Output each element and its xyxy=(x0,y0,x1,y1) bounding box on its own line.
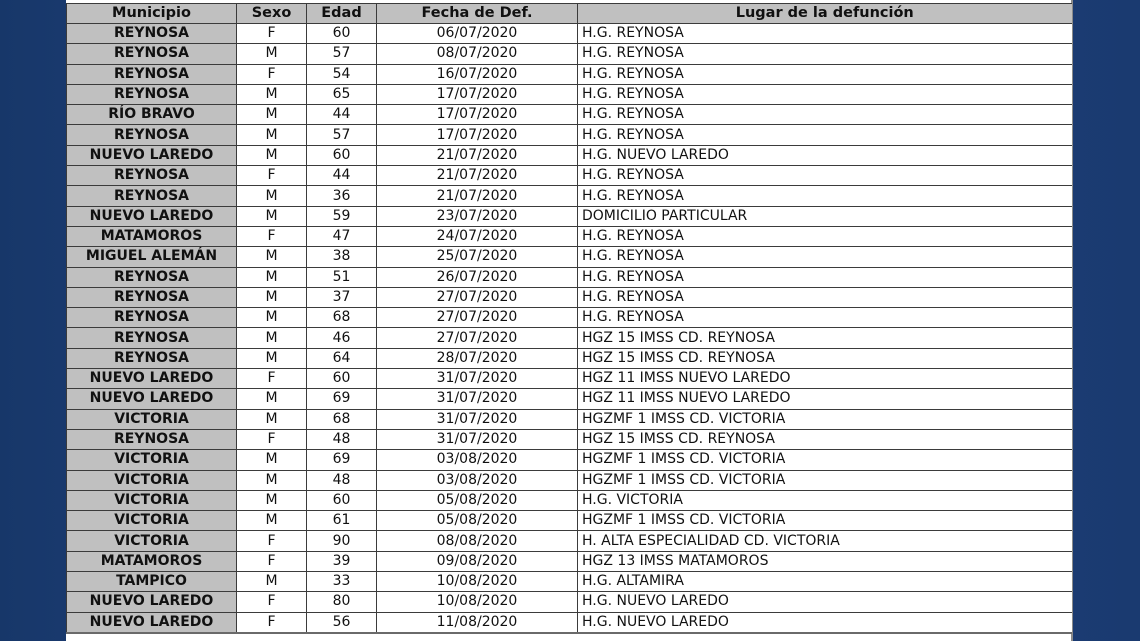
municipio-cell: REYNOSA xyxy=(67,287,237,307)
lugar-cell: H.G. REYNOSA xyxy=(578,125,1072,145)
sexo-cell: F xyxy=(237,24,307,44)
fecha-cell: 23/07/2020 xyxy=(377,206,578,226)
sexo-cell: M xyxy=(237,409,307,429)
table-row xyxy=(67,287,1072,307)
lugar-cell: HGZMF 1 IMSS CD. VICTORIA xyxy=(578,409,1072,429)
edad-cell: 51 xyxy=(307,267,377,287)
fecha-cell: 03/08/2020 xyxy=(377,450,578,470)
municipio-cell: NUEVO LAREDO xyxy=(67,612,237,633)
sexo-cell: M xyxy=(237,511,307,531)
fecha-cell: 17/07/2020 xyxy=(377,84,578,104)
sexo-cell: M xyxy=(237,206,307,226)
municipio-cell: REYNOSA xyxy=(67,267,237,287)
edad-cell: 60 xyxy=(307,24,377,44)
municipio-cell: NUEVO LAREDO xyxy=(67,369,237,389)
table-row xyxy=(67,490,1072,510)
sexo-cell: F xyxy=(237,429,307,449)
sexo-cell: M xyxy=(237,247,307,267)
municipio-cell: REYNOSA xyxy=(67,328,237,348)
lugar-cell: H.G. NUEVO LAREDO xyxy=(578,592,1072,612)
table-row xyxy=(67,247,1072,267)
sexo-cell: F xyxy=(237,531,307,551)
fecha-cell: 21/07/2020 xyxy=(377,186,578,206)
municipio-cell: VICTORIA xyxy=(67,470,237,490)
edad-cell: 69 xyxy=(307,389,377,409)
municipio-cell: NUEVO LAREDO xyxy=(67,145,237,165)
table-row xyxy=(67,186,1072,206)
lugar-cell: HGZ 15 IMSS CD. REYNOSA xyxy=(578,429,1072,449)
edad-cell: 57 xyxy=(307,44,377,64)
sexo-cell: M xyxy=(237,145,307,165)
edad-cell: 38 xyxy=(307,247,377,267)
table-row xyxy=(67,145,1072,165)
municipio-cell: NUEVO LAREDO xyxy=(67,592,237,612)
lugar-cell: H.G. REYNOSA xyxy=(578,226,1072,246)
fecha-cell: 08/08/2020 xyxy=(377,531,578,551)
edad-cell: 54 xyxy=(307,64,377,84)
fecha-cell: 10/08/2020 xyxy=(377,572,578,592)
fecha-cell: 17/07/2020 xyxy=(377,125,578,145)
fecha-cell: 03/08/2020 xyxy=(377,470,578,490)
edad-cell: 39 xyxy=(307,551,377,571)
lugar-cell: H.G. REYNOSA xyxy=(578,287,1072,307)
municipio-cell: REYNOSA xyxy=(67,429,237,449)
sexo-cell: M xyxy=(237,348,307,368)
fecha-cell: 17/07/2020 xyxy=(377,105,578,125)
sexo-cell: M xyxy=(237,186,307,206)
table-row xyxy=(67,125,1072,145)
column-header-lugar: Lugar de la defunción xyxy=(578,4,1072,24)
lugar-cell: H.G. REYNOSA xyxy=(578,186,1072,206)
edad-cell: 57 xyxy=(307,125,377,145)
sexo-cell: M xyxy=(237,267,307,287)
sexo-cell: M xyxy=(237,125,307,145)
column-header-fecha: Fecha de Def. xyxy=(377,4,578,24)
sexo-cell: F xyxy=(237,166,307,186)
table-row xyxy=(67,206,1072,226)
fecha-cell: 31/07/2020 xyxy=(377,429,578,449)
edad-cell: 64 xyxy=(307,348,377,368)
table-row xyxy=(67,84,1072,104)
municipio-cell: NUEVO LAREDO xyxy=(67,206,237,226)
fecha-cell: 05/08/2020 xyxy=(377,490,578,510)
municipio-cell: MATAMOROS xyxy=(67,226,237,246)
column-header-sexo: Sexo xyxy=(237,4,307,24)
municipio-cell: VICTORIA xyxy=(67,450,237,470)
edad-cell: 90 xyxy=(307,531,377,551)
table-row xyxy=(67,267,1072,287)
sexo-cell: M xyxy=(237,572,307,592)
column-header-edad: Edad xyxy=(307,4,377,24)
lugar-cell: H.G. REYNOSA xyxy=(578,44,1072,64)
sexo-cell: M xyxy=(237,389,307,409)
lugar-cell: H.G. REYNOSA xyxy=(578,166,1072,186)
table-row xyxy=(67,531,1072,551)
edad-cell: 61 xyxy=(307,511,377,531)
edad-cell: 44 xyxy=(307,166,377,186)
sexo-cell: M xyxy=(237,450,307,470)
lugar-cell: DOMICILIO PARTICULAR xyxy=(578,206,1072,226)
lugar-cell: HGZ 13 IMSS MATAMOROS xyxy=(578,551,1072,571)
edad-cell: 48 xyxy=(307,429,377,449)
edad-cell: 80 xyxy=(307,592,377,612)
fecha-cell: 16/07/2020 xyxy=(377,64,578,84)
lugar-cell: H.G. NUEVO LAREDO xyxy=(578,612,1072,633)
lugar-cell: HGZ 11 IMSS NUEVO LAREDO xyxy=(578,369,1072,389)
lugar-cell: HGZMF 1 IMSS CD. VICTORIA xyxy=(578,511,1072,531)
fecha-cell: 09/08/2020 xyxy=(377,551,578,571)
sexo-cell: M xyxy=(237,287,307,307)
fecha-cell: 21/07/2020 xyxy=(377,166,578,186)
municipio-cell: MATAMOROS xyxy=(67,551,237,571)
fecha-cell: 11/08/2020 xyxy=(377,612,578,633)
edad-cell: 48 xyxy=(307,470,377,490)
table-row xyxy=(67,64,1072,84)
table-row xyxy=(67,572,1072,592)
fecha-cell: 31/07/2020 xyxy=(377,409,578,429)
lugar-cell: H.G. REYNOSA xyxy=(578,84,1072,104)
sexo-cell: M xyxy=(237,84,307,104)
municipio-cell: VICTORIA xyxy=(67,511,237,531)
municipio-cell: RÍO BRAVO xyxy=(67,105,237,125)
edad-cell: 47 xyxy=(307,226,377,246)
lugar-cell: H.G. REYNOSA xyxy=(578,64,1072,84)
sexo-cell: M xyxy=(237,328,307,348)
lugar-cell: H.G. REYNOSA xyxy=(578,267,1072,287)
lugar-cell: H.G. VICTORIA xyxy=(578,490,1072,510)
municipio-cell: TAMPICO xyxy=(67,572,237,592)
municipio-cell: REYNOSA xyxy=(67,186,237,206)
lugar-cell: H.G. REYNOSA xyxy=(578,105,1072,125)
table-row xyxy=(67,166,1072,186)
edad-cell: 44 xyxy=(307,105,377,125)
municipio-cell: REYNOSA xyxy=(67,166,237,186)
table-row xyxy=(67,450,1072,470)
municipio-cell: VICTORIA xyxy=(67,490,237,510)
municipio-cell: REYNOSA xyxy=(67,125,237,145)
sexo-cell: F xyxy=(237,612,307,633)
fecha-cell: 28/07/2020 xyxy=(377,348,578,368)
municipio-cell: REYNOSA xyxy=(67,24,237,44)
table-row xyxy=(67,409,1072,429)
edad-cell: 33 xyxy=(307,572,377,592)
table-row xyxy=(67,308,1072,328)
lugar-cell: H.G. ALTAMIRA xyxy=(578,572,1072,592)
table-row xyxy=(67,369,1072,389)
table-row xyxy=(67,592,1072,612)
fecha-cell: 27/07/2020 xyxy=(377,287,578,307)
sexo-cell: M xyxy=(237,44,307,64)
municipio-cell: NUEVO LAREDO xyxy=(67,389,237,409)
lugar-cell: H.G. REYNOSA xyxy=(578,308,1072,328)
sexo-cell: F xyxy=(237,369,307,389)
fecha-cell: 31/07/2020 xyxy=(377,389,578,409)
table-row xyxy=(67,44,1072,64)
fecha-cell: 26/07/2020 xyxy=(377,267,578,287)
deaths-table xyxy=(66,3,1072,634)
sexo-cell: F xyxy=(237,551,307,571)
table-row xyxy=(67,348,1072,368)
lugar-cell: HGZ 15 IMSS CD. REYNOSA xyxy=(578,328,1072,348)
fecha-cell: 27/07/2020 xyxy=(377,328,578,348)
sexo-cell: M xyxy=(237,105,307,125)
edad-cell: 60 xyxy=(307,145,377,165)
table-row xyxy=(67,612,1072,633)
fecha-cell: 27/07/2020 xyxy=(377,308,578,328)
sexo-cell: M xyxy=(237,490,307,510)
edad-cell: 68 xyxy=(307,308,377,328)
table-header-row xyxy=(67,4,1072,24)
table-row xyxy=(67,389,1072,409)
edad-cell: 60 xyxy=(307,490,377,510)
lugar-cell: HGZ 15 IMSS CD. REYNOSA xyxy=(578,348,1072,368)
fecha-cell: 10/08/2020 xyxy=(377,592,578,612)
municipio-cell: MIGUEL ALEMÁN xyxy=(67,247,237,267)
edad-cell: 37 xyxy=(307,287,377,307)
table-row xyxy=(67,105,1072,125)
table-row xyxy=(67,226,1072,246)
table-row xyxy=(67,551,1072,571)
fecha-cell: 24/07/2020 xyxy=(377,226,578,246)
lugar-cell: HGZMF 1 IMSS CD. VICTORIA xyxy=(578,470,1072,490)
edad-cell: 68 xyxy=(307,409,377,429)
fecha-cell: 21/07/2020 xyxy=(377,145,578,165)
municipio-cell: REYNOSA xyxy=(67,84,237,104)
column-header-municipio: Municipio xyxy=(67,4,237,24)
sexo-cell: M xyxy=(237,308,307,328)
municipio-cell: REYNOSA xyxy=(67,308,237,328)
table-row xyxy=(67,24,1072,44)
lugar-cell: H. ALTA ESPECIALIDAD CD. VICTORIA xyxy=(578,531,1072,551)
edad-cell: 60 xyxy=(307,369,377,389)
edad-cell: 46 xyxy=(307,328,377,348)
table-body xyxy=(67,24,1072,633)
municipio-cell: REYNOSA xyxy=(67,44,237,64)
lugar-cell: H.G. NUEVO LAREDO xyxy=(578,145,1072,165)
municipio-cell: REYNOSA xyxy=(67,64,237,84)
table-row xyxy=(67,328,1072,348)
municipio-cell: VICTORIA xyxy=(67,409,237,429)
fecha-cell: 31/07/2020 xyxy=(377,369,578,389)
edad-cell: 65 xyxy=(307,84,377,104)
sexo-cell: F xyxy=(237,226,307,246)
municipio-cell: REYNOSA xyxy=(67,348,237,368)
edad-cell: 59 xyxy=(307,206,377,226)
sexo-cell: M xyxy=(237,470,307,490)
lugar-cell: HGZMF 1 IMSS CD. VICTORIA xyxy=(578,450,1072,470)
edad-cell: 36 xyxy=(307,186,377,206)
lugar-cell: H.G. REYNOSA xyxy=(578,24,1072,44)
table-row xyxy=(67,470,1072,490)
deaths-table-sheet xyxy=(66,0,1073,641)
edad-cell: 69 xyxy=(307,450,377,470)
municipio-cell: VICTORIA xyxy=(67,531,237,551)
edad-cell: 56 xyxy=(307,612,377,633)
sexo-cell: F xyxy=(237,592,307,612)
lugar-cell: HGZ 11 IMSS NUEVO LAREDO xyxy=(578,389,1072,409)
fecha-cell: 05/08/2020 xyxy=(377,511,578,531)
fecha-cell: 06/07/2020 xyxy=(377,24,578,44)
fecha-cell: 25/07/2020 xyxy=(377,247,578,267)
sexo-cell: F xyxy=(237,64,307,84)
lugar-cell: H.G. REYNOSA xyxy=(578,247,1072,267)
table-row xyxy=(67,429,1072,449)
fecha-cell: 08/07/2020 xyxy=(377,44,578,64)
table-row xyxy=(67,511,1072,531)
